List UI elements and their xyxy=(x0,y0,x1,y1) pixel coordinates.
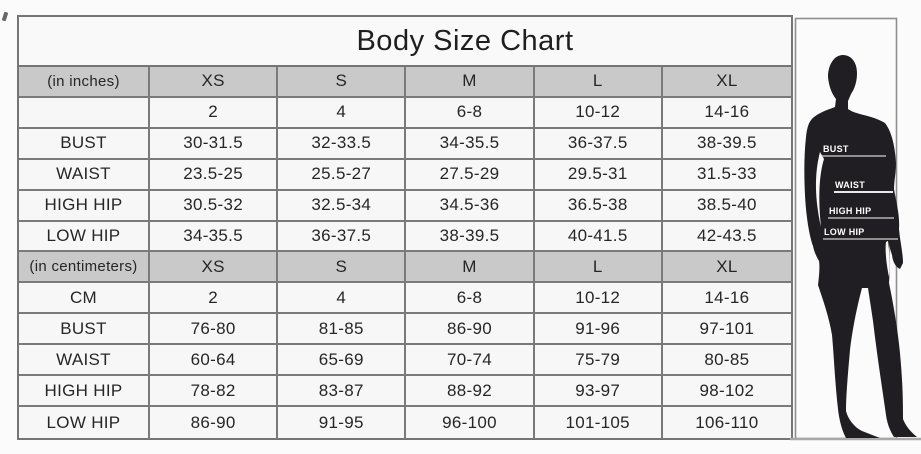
size-cell: 98-102 xyxy=(663,376,791,407)
size-cell: 65-69 xyxy=(278,345,406,376)
size-cell: 34-35.5 xyxy=(406,129,534,160)
size-cell: 38-39.5 xyxy=(663,129,791,160)
size-cell: 23.5-25 xyxy=(150,160,278,191)
row-label: WAIST xyxy=(19,345,150,376)
row-label: CM xyxy=(19,283,150,314)
size-column-header: XL xyxy=(663,252,791,283)
size-cell: 2 xyxy=(150,283,278,314)
size-cell: 83-87 xyxy=(278,376,406,407)
size-cell: 25.5-27 xyxy=(278,160,406,191)
size-cell: 6-8 xyxy=(406,98,534,129)
bust-label: BUST xyxy=(823,144,849,154)
size-cell: 34.5-36 xyxy=(406,191,534,222)
size-cell: 106-110 xyxy=(663,407,791,438)
size-cell: 42-43.5 xyxy=(663,222,791,253)
size-cell: 2 xyxy=(150,98,278,129)
size-cell: 27.5-29 xyxy=(406,160,534,191)
size-cell: 93-97 xyxy=(535,376,663,407)
size-cell: 4 xyxy=(278,283,406,314)
size-cell: 34-35.5 xyxy=(150,222,278,253)
silhouette-shape xyxy=(804,55,917,438)
size-cell: 10-12 xyxy=(535,98,663,129)
size-column-header: S xyxy=(278,67,406,98)
row-label: LOW HIP xyxy=(19,407,150,438)
size-column-header: M xyxy=(406,67,534,98)
row-label: HIGH HIP xyxy=(19,191,150,222)
size-column-header: S xyxy=(278,252,406,283)
size-cell: 6-8 xyxy=(406,283,534,314)
row-label xyxy=(19,98,150,129)
size-cell: 30-31.5 xyxy=(150,129,278,160)
size-cell: 97-101 xyxy=(663,314,791,345)
size-column-header: XS xyxy=(150,252,278,283)
row-label: LOW HIP xyxy=(19,222,150,253)
size-cell: 80-85 xyxy=(663,345,791,376)
section-header: (in centimeters) xyxy=(19,252,150,283)
row-label: WAIST xyxy=(19,160,150,191)
body-figure-panel xyxy=(790,15,921,443)
female-body-silhouette-icon xyxy=(790,15,921,443)
size-cell: 32-33.5 xyxy=(278,129,406,160)
page-title: Body Size Chart xyxy=(19,17,791,67)
size-cell: 86-90 xyxy=(150,407,278,438)
size-table xyxy=(17,15,793,440)
size-cell: 36-37.5 xyxy=(278,222,406,253)
size-column-header: XS xyxy=(150,67,278,98)
size-column-header: L xyxy=(535,252,663,283)
size-column-header: L xyxy=(535,67,663,98)
waist-label: WAIST xyxy=(835,180,865,190)
size-cell: 70-74 xyxy=(406,345,534,376)
row-label: BUST xyxy=(19,314,150,345)
size-cell: 14-16 xyxy=(663,283,791,314)
size-cell: 40-41.5 xyxy=(535,222,663,253)
section-header: (in inches) xyxy=(19,67,150,98)
size-column-header: M xyxy=(406,252,534,283)
size-cell: 78-82 xyxy=(150,376,278,407)
size-cell: 88-92 xyxy=(406,376,534,407)
size-cell: 4 xyxy=(278,98,406,129)
row-label: HIGH HIP xyxy=(19,376,150,407)
scan-artifact-mark xyxy=(2,12,9,22)
size-cell: 86-90 xyxy=(406,314,534,345)
size-cell: 91-95 xyxy=(278,407,406,438)
size-cell: 75-79 xyxy=(535,345,663,376)
size-cell: 36.5-38 xyxy=(535,191,663,222)
high-hip-label: HIGH HIP xyxy=(829,206,872,216)
size-cell: 60-64 xyxy=(150,345,278,376)
low-hip-label: LOW HIP xyxy=(824,227,865,237)
size-cell: 30.5-32 xyxy=(150,191,278,222)
size-cell: 10-12 xyxy=(535,283,663,314)
size-cell: 36-37.5 xyxy=(535,129,663,160)
size-cell: 38-39.5 xyxy=(406,222,534,253)
size-column-header: XL xyxy=(663,67,791,98)
size-cell: 76-80 xyxy=(150,314,278,345)
size-cell: 31.5-33 xyxy=(663,160,791,191)
size-cell: 14-16 xyxy=(663,98,791,129)
size-cell: 29.5-31 xyxy=(535,160,663,191)
size-cell: 81-85 xyxy=(278,314,406,345)
row-label: BUST xyxy=(19,129,150,160)
size-cell: 96-100 xyxy=(406,407,534,438)
size-cell: 38.5-40 xyxy=(663,191,791,222)
size-cell: 32.5-34 xyxy=(278,191,406,222)
size-cell: 91-96 xyxy=(535,314,663,345)
size-cell: 101-105 xyxy=(535,407,663,438)
